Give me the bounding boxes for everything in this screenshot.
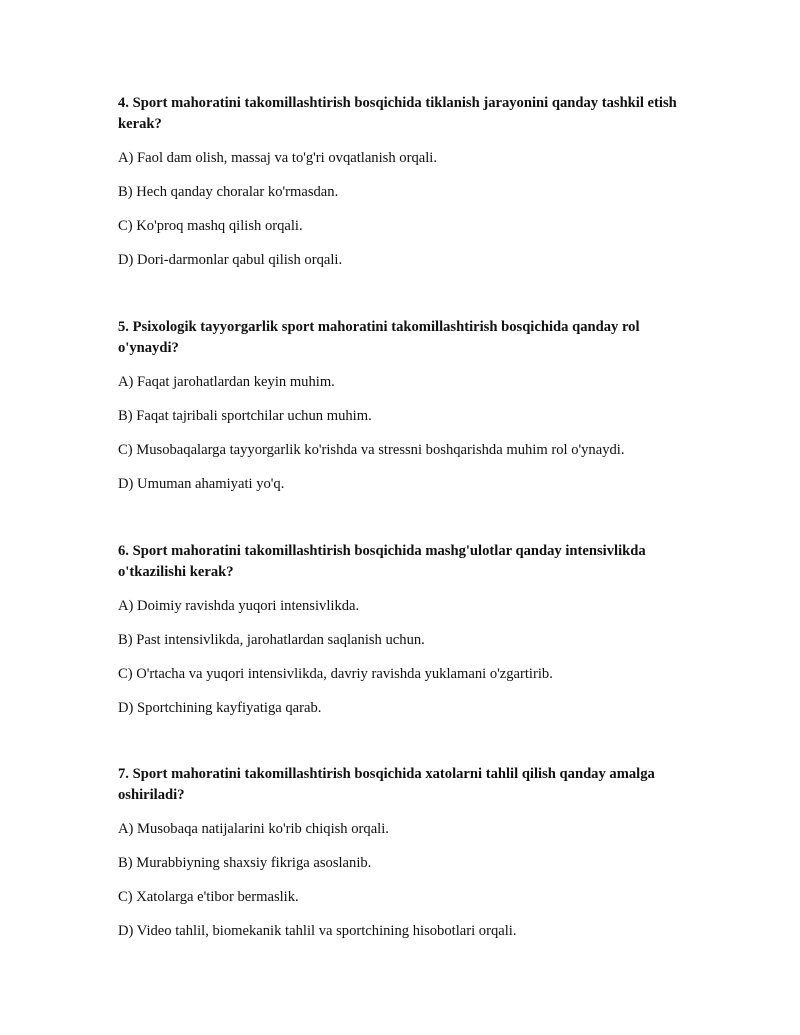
question-title: 5. Psixologik tayyorgarlik sport mahoratini takomillashtirish bosqichida qanday rol o'ynaydi? xyxy=(118,319,640,356)
question-title: 4. Sport mahoratini takomillashtirish bosqichida tiklanish jarayonini qanday tashkil etish kerak? xyxy=(118,95,677,132)
question-title: 6. Sport mahoratini takomillashtirish bosqichida mashg'ulotlar qanday intensivlikda o'tkazilishi kerak? xyxy=(118,543,646,580)
option-d: D) Video tahlil, biomekanik tahlil va sportchining hisobotlari orqali. xyxy=(118,923,517,939)
option-a: A) Faol dam olish, massaj va to'g'ri ovqatlanish orqali. xyxy=(118,150,437,166)
question-4 xyxy=(118,93,698,273)
option-d: D) Dori-darmonlar qabul qilish orqali. xyxy=(118,252,343,268)
option-c: C) O'rtacha va yuqori intensivlikda, davriy ravishda yuklamani o'zgartirib. xyxy=(118,666,553,682)
option-d: D) Sportchining kayfiyatiga qarab. xyxy=(118,700,322,716)
option-b: B) Past intensivlikda, jarohatlardan saqlanish uchun. xyxy=(118,632,425,648)
option-c: C) Ko'proq mashq qilish orqali. xyxy=(118,218,303,234)
option-c: C) Musobaqalarga tayyorgarlik ko'rishda va stressni boshqarishda muhim rol o'ynaydi. xyxy=(118,442,625,458)
question-5 xyxy=(118,317,698,497)
option-a: A) Faqat jarohatlardan keyin muhim. xyxy=(118,374,335,390)
option-b: B) Hech qanday choralar ko'rmasdan. xyxy=(118,184,339,200)
question-6 xyxy=(118,541,698,721)
option-d: D) Umuman ahamiyati yo'q. xyxy=(118,476,285,492)
option-b: B) Faqat tajribali sportchilar uchun muhim. xyxy=(118,408,372,424)
option-b: B) Murabbiyning shaxsiy fikriga asoslanib. xyxy=(118,855,372,871)
question-title: 7. Sport mahoratini takomillashtirish bosqichida xatolarni tahlil qilish qanday amalga oshiriladi? xyxy=(118,766,655,803)
question-7 xyxy=(118,764,698,944)
option-c: C) Xatolarga e'tibor bermaslik. xyxy=(118,889,299,905)
option-a: A) Musobaqa natijalarini ko'rib chiqish orqali. xyxy=(118,821,389,837)
option-a: A) Doimiy ravishda yuqori intensivlikda. xyxy=(118,598,360,614)
